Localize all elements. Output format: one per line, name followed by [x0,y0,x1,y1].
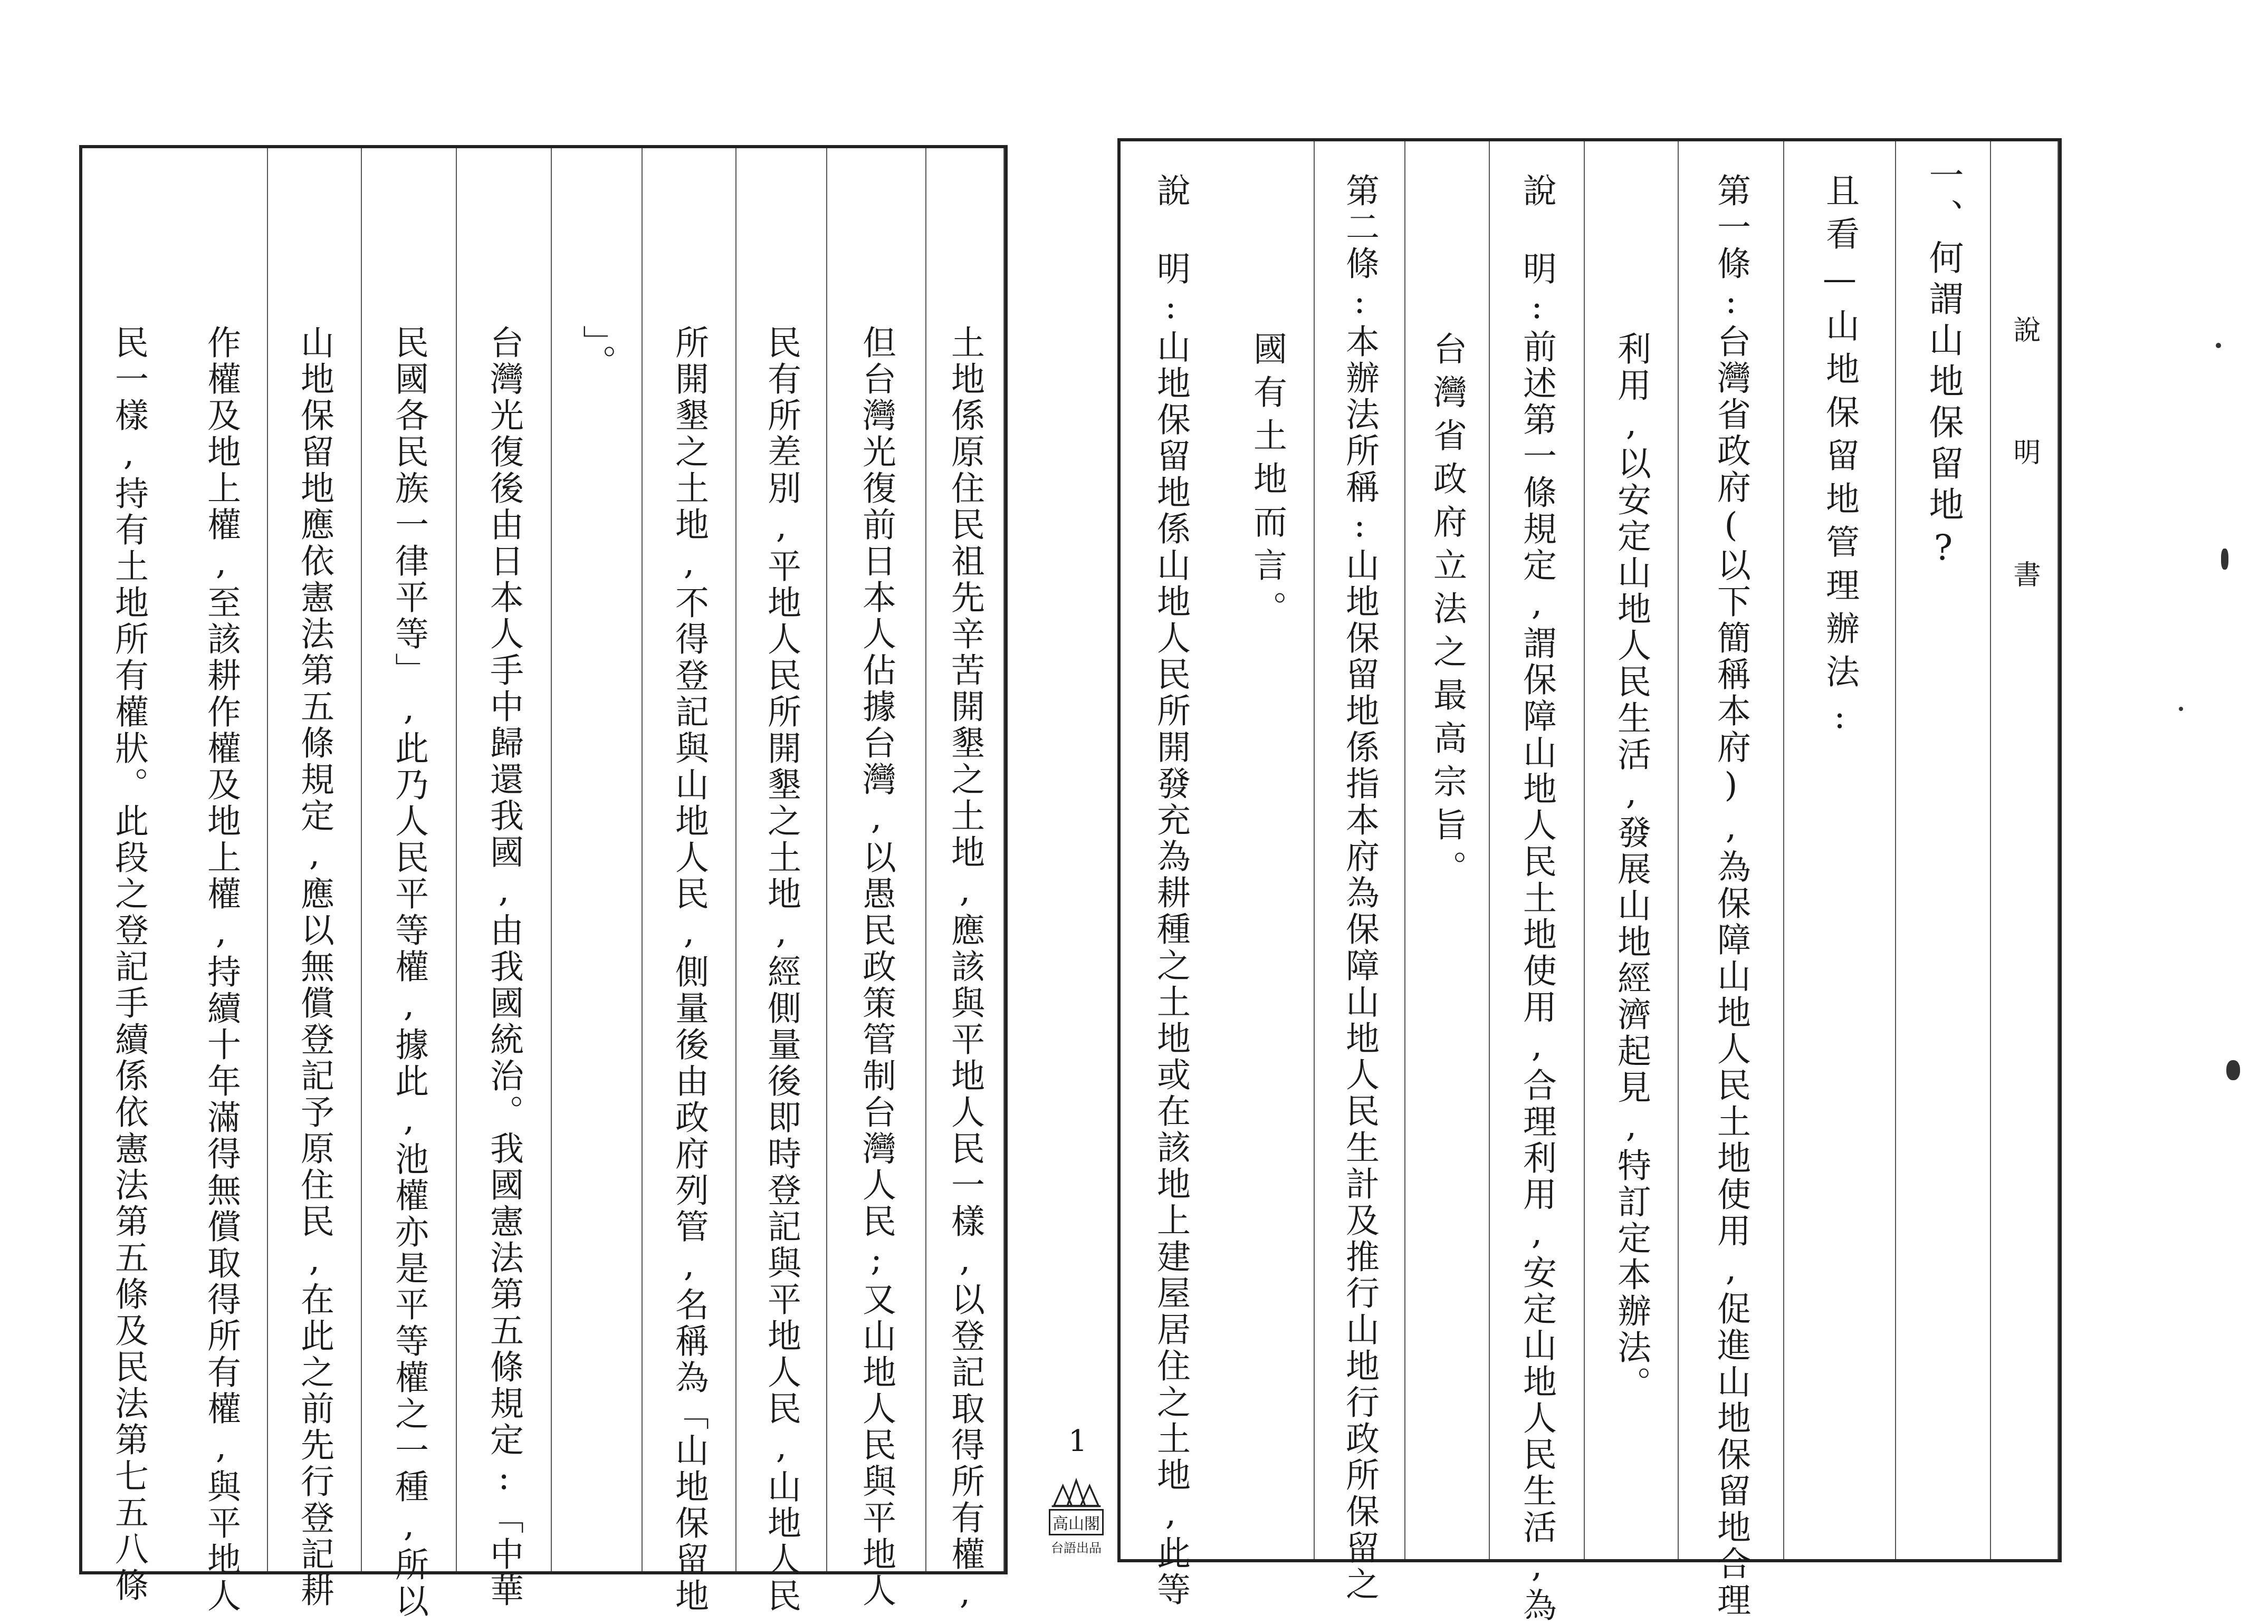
publisher-subtitle: 台語出品 [1051,1541,1102,1555]
column-article1b [1585,141,1679,1559]
note1-line1: 說 明:前述第一條規定,謂保障山地人民土地使用,合理利用,安定山地人民生活,為 [1517,173,1556,1624]
scan-speck [2216,343,2221,348]
column-note1b [1405,141,1490,1559]
column-left-1 [926,148,1004,1615]
column-title [1896,141,1991,1559]
column-intro [1784,141,1896,1559]
column-article2a [1315,141,1405,1603]
column-left-9 [175,148,268,1615]
column-left-5 [552,148,643,1571]
body-line-8: 山地保留地應依憲法第五條規定,應以無償登記予原住民,在此之前先行登記耕 [295,325,334,1609]
column-left-7 [362,148,457,1620]
body-line-4: 所開墾之土地,不得登記與山地人民,側量後由政府列管,名稱為「山地保留地 [669,325,709,1615]
column-heading [1991,141,2059,1559]
publisher-logo [1037,1477,1116,1556]
body-line-10: 民一樣,持有土地所有權狀。此段之登記手續係依憲法第五條及民法第七五八條 [109,325,148,1604]
scan-speck [2221,549,2228,570]
body-line-2: 但台灣光復前日本人佔據台灣,以愚民政策管制台灣人民;又山地人民與平地人 [857,325,896,1609]
column-left-10 [82,148,175,1604]
column-left-8 [268,148,362,1609]
body-line-3: 民有所差別,平地人民所開墾之土地,經側量後即時登記與平地人民,山地人民 [762,325,801,1615]
body-line-7: 民國各民族一律平等」,此乃人民平等權,據此,池權亦是平等權之一種,所以 [389,325,428,1620]
document-heading: 說 明 書 [2008,315,2040,619]
section-title: 一、何謂山地保留地? [1923,157,1964,574]
intro-text: 且看—山地保留地管理辦法: [1820,173,1859,746]
column-article1a [1679,141,1784,1619]
scan-speck [2226,1060,2240,1080]
scan-speck [2179,707,2183,711]
publisher-name: 高山閣 [1049,1509,1104,1535]
body-line-9: 作權及地上權,至該耕作權及地上權,持續十年滿得無償取得所有權,與平地人 [202,325,241,1615]
body-line-6: 台灣光復後由日本人手中歸還我國,由我國統治。我國憲法第五條規定:「中華 [484,325,523,1609]
article2-line1: 第二條:本辦法所稱:山地保留地係指本府為保障山地人民生計及推行山地行政所保留之 [1340,173,1379,1603]
column-note1a [1490,141,1585,1624]
right-page [1117,138,2062,1624]
article1-line2: 利用,以安定山地人民生活,發展山地經濟起見,特訂定本辦法。 [1612,331,1651,1402]
article1-line1: 第一條:台灣省政府(以下簡稱本府),為保障山地人民土地使用,促進山地保留地合理 [1711,173,1750,1619]
mountain-icon [1047,1477,1105,1508]
column-left-4 [643,148,736,1615]
page-number: 1 [1068,1424,1087,1458]
column-left-6 [457,148,552,1609]
column-left-2 [827,148,926,1609]
article2-line2: 國有土地而言。 [1248,331,1287,634]
body-line-1: 土地係原住民祖先辛苦開墾之土地,應該與平地人民一樣,以登記取得所有權, [945,325,984,1615]
column-article2b [1221,141,1315,1559]
body-line-5: 」。 [577,325,616,381]
note2-line1: 說 明:山地保留地係山地人民所開發充為耕種之土地或在該地上建屋居住之土地,此等 [1151,173,1190,1608]
column-left-3 [736,148,827,1615]
column-note2a [1121,141,1221,1608]
note1-line2: 台灣省政府立法之最高宗旨。 [1428,331,1467,893]
left-page [79,145,1008,1620]
